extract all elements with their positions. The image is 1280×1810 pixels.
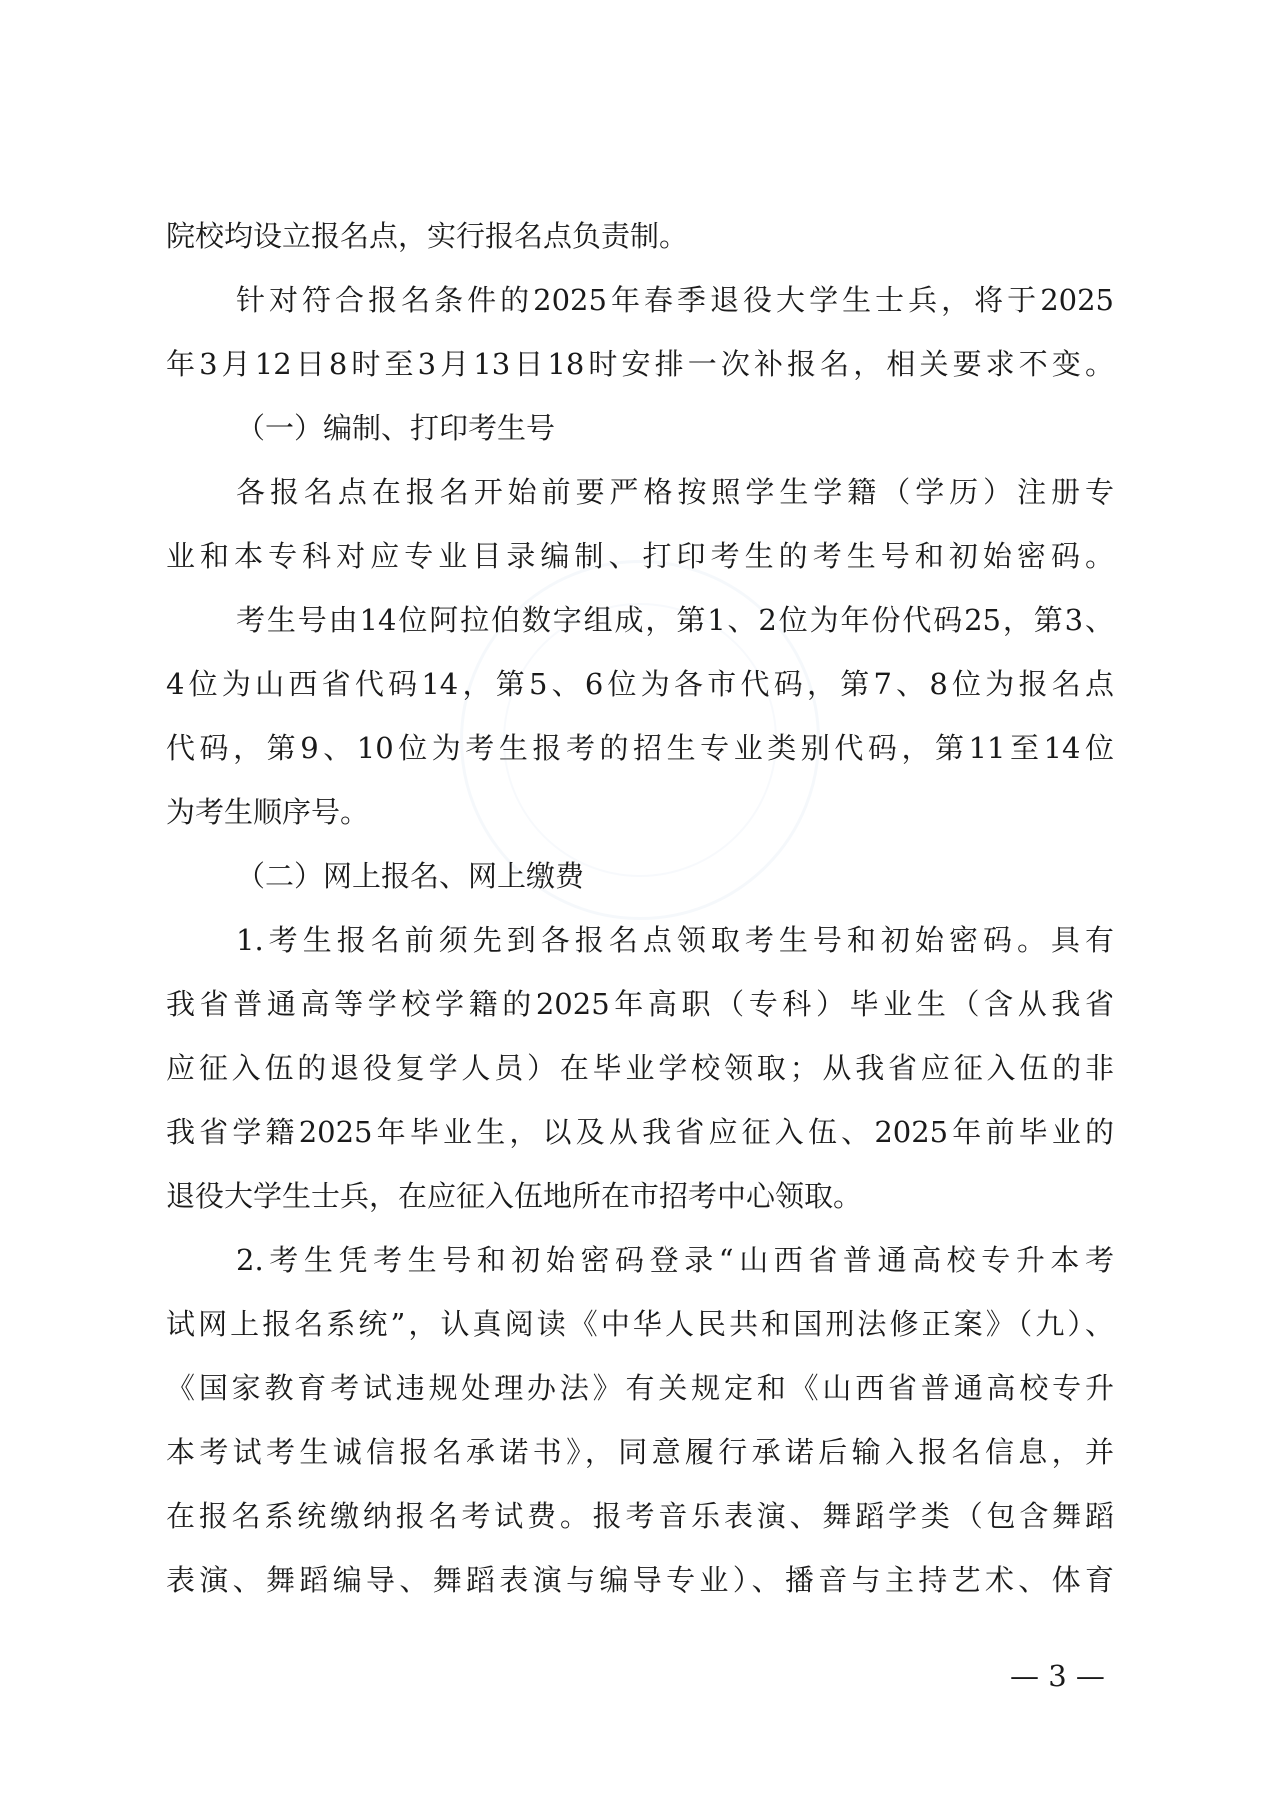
page-number: — 3 — (1010, 1659, 1105, 1693)
section-heading: （二）网上报名、网上缴费 (236, 859, 585, 893)
text-line: 针对符合报名条件的2025年春季退役大学生士兵，将于2025 (236, 283, 1114, 317)
text-line: 2.考生凭考生号和初始密码登录“山西省普通高校专升本考 (236, 1243, 1114, 1277)
text-line: 院校均设立报名点，实行报名点负责制。 (166, 219, 689, 253)
text-line: 在报名系统缴纳报名考试费。报考音乐表演、舞蹈学类（包含舞蹈 (166, 1499, 1114, 1533)
text-line: 退役大学生士兵，在应征入伍地所在市招考中心领取。 (166, 1179, 863, 1213)
text-line: 我省学籍2025年毕业生，以及从我省应征入伍、2025年前毕业的 (166, 1115, 1114, 1149)
text-line: 试网上报名系统”，认真阅读《中华人民共和国刑法修正案》（九）、 (166, 1307, 1114, 1341)
text-line: 考生号由14位阿拉伯数字组成，第1、2位为年份代码25，第3、 (236, 603, 1114, 637)
text-line: 表演、舞蹈编导、舞蹈表演与编导专业）、播音与主持艺术、体育 (166, 1563, 1114, 1597)
text-line: 代码，第9、10位为考生报考的招生专业类别代码，第11至14位 (166, 731, 1114, 765)
section-heading: （一）编制、打印考生号 (236, 411, 556, 445)
text-line: 我省普通高等学校学籍的2025年高职（专科）毕业生（含从我省 (166, 987, 1114, 1021)
text-line: 本考试考生诚信报名承诺书》，同意履行承诺后输入报名信息，并 (166, 1435, 1114, 1469)
text-line: 4位为山西省代码14，第5、6位为各市代码，第7、8位为报名点 (166, 667, 1114, 701)
text-line: 1.考生报名前须先到各报名点领取考生号和初始密码。具有 (236, 923, 1114, 957)
text-line: 各报名点在报名开始前要严格按照学生学籍（学历）注册专 (236, 475, 1114, 509)
text-line: 《国家教育考试违规处理办法》有关规定和《山西省普通高校专升 (166, 1371, 1114, 1405)
text-line: 应征入伍的退役复学人员）在毕业学校领取；从我省应征入伍的非 (166, 1051, 1114, 1085)
text-line: 业和本专科对应专业目录编制、打印考生的考生号和初始密码。 (166, 539, 1114, 573)
text-line: 为考生顺序号。 (166, 795, 370, 829)
text-line: 年3月12日8时至3月13日18时安排一次补报名，相关要求不变。 (166, 347, 1114, 381)
